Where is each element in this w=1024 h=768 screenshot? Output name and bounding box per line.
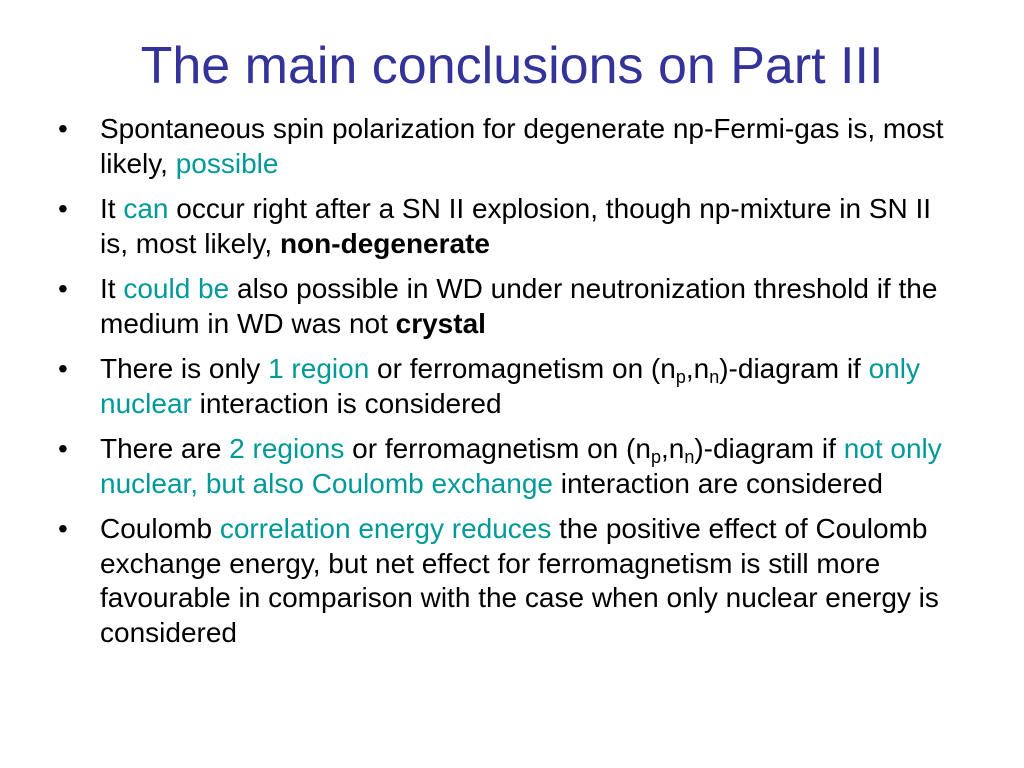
bullet-text: There is only xyxy=(100,353,269,384)
highlight-text: correlation energy reduces xyxy=(219,513,552,544)
bullet-marker: • xyxy=(58,273,68,304)
subscript-p: p xyxy=(675,367,686,387)
bullet-marker: • xyxy=(58,193,68,224)
bullet-text: )-diagram if xyxy=(694,433,844,464)
bullet-marker: • xyxy=(58,113,68,144)
bullet-marker: • xyxy=(58,433,68,464)
bullet-text: or ferromagnetism on (n xyxy=(344,433,651,464)
bullet-text: Coulomb xyxy=(100,513,220,544)
bullet-text: interaction is considered xyxy=(191,387,502,419)
bullet-text: also possible in WD under neutronization threshold if the medium in WD was not xyxy=(100,273,938,339)
bullet-text: the positive effect of Coulomb exchange energy, but net effect for ferromagnetism is still more favourable in comparison with the case when only nuclear energy is considered xyxy=(100,513,939,648)
bullet-item xyxy=(58,272,958,341)
bullet-text: There are xyxy=(100,433,230,464)
highlight-text: 2 regions xyxy=(229,433,345,464)
bullet-marker: • xyxy=(58,353,68,384)
bullet-text: interaction are considered xyxy=(552,467,883,499)
highlight-text: can xyxy=(123,193,169,224)
bullet-item xyxy=(58,352,958,421)
bullet-text: ,n xyxy=(685,353,710,384)
bullet-text: Spontaneous spin polarization for degenerate np-Fermi-gas is, most likely, xyxy=(100,113,944,179)
highlight-text: could be xyxy=(123,273,230,304)
bullet-text: It xyxy=(100,273,124,304)
bullet-text: It xyxy=(100,193,124,224)
highlight-text: 1 region xyxy=(268,353,370,384)
bold-text: crystal xyxy=(395,307,486,339)
subscript-n: n xyxy=(684,447,695,467)
bullet-marker: • xyxy=(58,513,68,544)
highlight-text: possible xyxy=(175,147,279,179)
bullet-list xyxy=(58,112,958,661)
subscript-n: n xyxy=(709,367,720,387)
bold-text: non-degenerate xyxy=(279,227,490,259)
bullet-item xyxy=(58,432,958,501)
bullet-text: )-diagram if xyxy=(719,353,869,384)
bullet-text: or ferromagnetism on (n xyxy=(369,353,676,384)
subscript-p: p xyxy=(650,447,661,467)
highlight-text: not only nuclear, but also Coulomb exchange xyxy=(100,433,942,499)
bullet-item xyxy=(58,192,958,261)
bullet-item xyxy=(58,512,958,650)
bullet-text: ,n xyxy=(660,433,685,464)
bullet-item xyxy=(58,112,958,181)
highlight-text: only nuclear xyxy=(100,353,920,419)
bullet-text: occur right after a SN II explosion, though np-mixture in SN II is, most likely, xyxy=(100,193,932,259)
slide-title: The main conclusions on Part III xyxy=(140,37,884,95)
